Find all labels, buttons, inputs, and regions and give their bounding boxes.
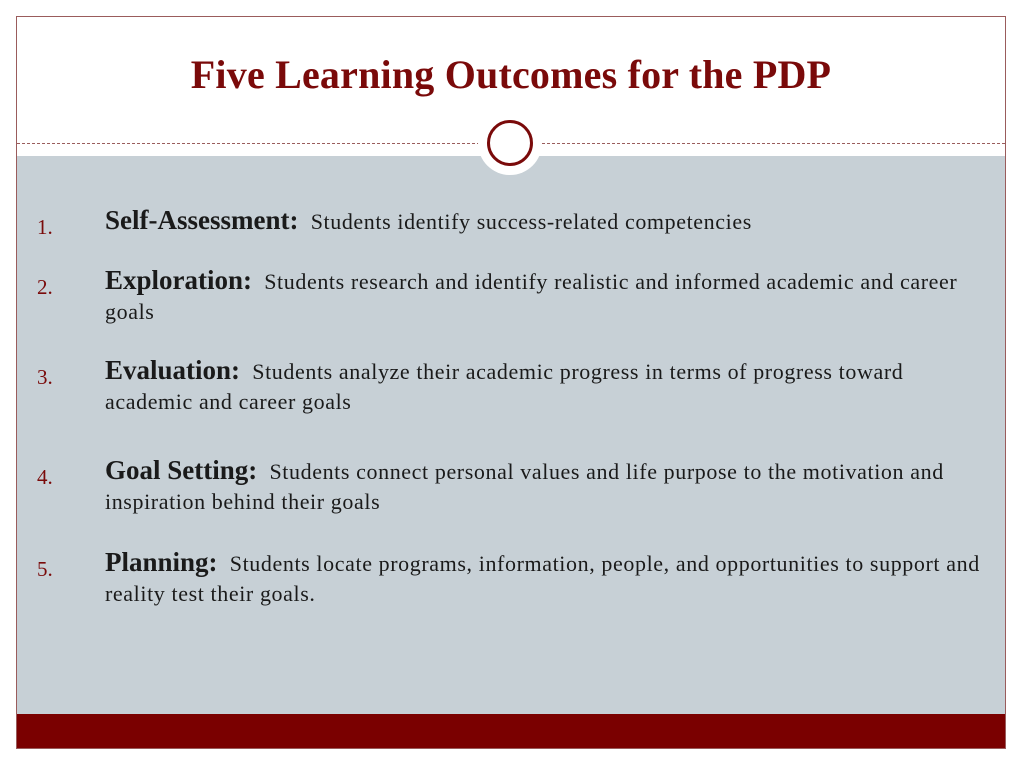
slide-title: Five Learning Outcomes for the PDP <box>190 52 832 97</box>
item-text <box>105 547 985 609</box>
circle-ornament-icon <box>478 111 542 175</box>
content-panel <box>17 156 1005 716</box>
item-description: Students analyze their academic progress in terms of progress toward academic and career goals <box>105 359 904 414</box>
item-number: 3. <box>37 365 53 389</box>
footer-bar <box>17 714 1005 748</box>
item-number: 5. <box>37 557 53 581</box>
item-description: Students locate programs, information, people, and opportunities to support and reality test their goals. <box>105 551 980 606</box>
item-number: 4. <box>37 465 53 489</box>
item-term: Goal Setting: <box>105 455 258 485</box>
item-description: Students identify success-related competencies <box>310 209 752 234</box>
item-term: Evaluation: <box>105 355 241 385</box>
item-description: Students research and identify realistic and informed academic and career goals <box>105 269 958 324</box>
item-number: 2. <box>37 275 53 299</box>
item-text <box>105 355 985 417</box>
item-term: Planning: <box>105 547 218 577</box>
item-text <box>105 205 985 237</box>
circle-ornament-ring <box>487 120 533 166</box>
item-text <box>105 265 985 327</box>
item-text <box>105 455 985 517</box>
item-term: Self-Assessment: <box>105 205 299 235</box>
item-term: Exploration: <box>105 265 253 295</box>
slide <box>16 16 1006 749</box>
item-description: Students connect personal values and life purpose to the motivation and inspiration behind their goals <box>105 459 944 514</box>
item-number: 1. <box>37 215 53 239</box>
